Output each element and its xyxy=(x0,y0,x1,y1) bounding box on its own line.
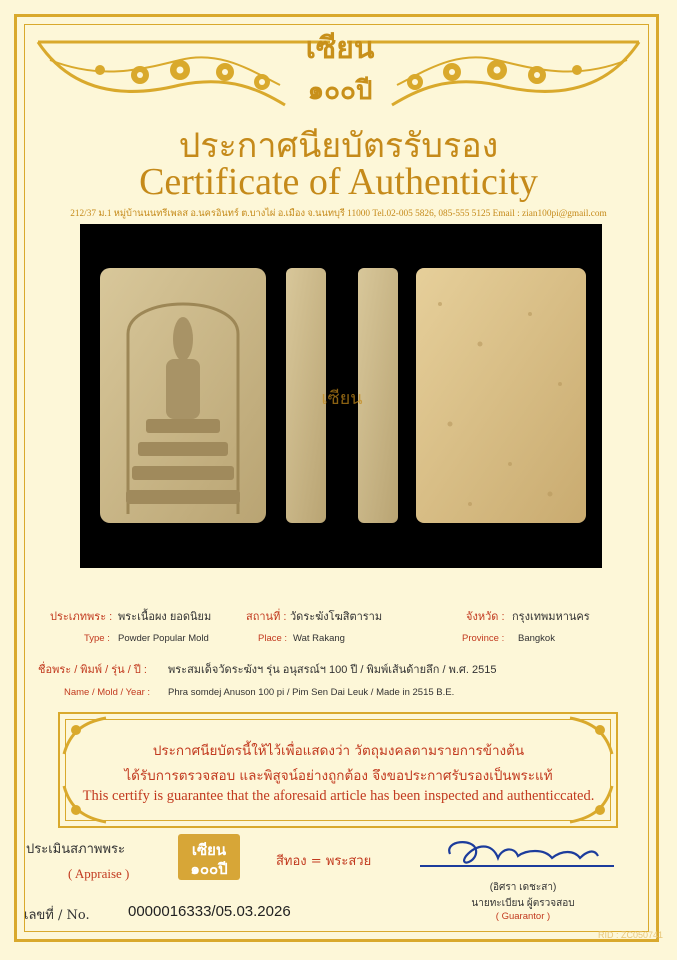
appraise-rating: สีทอง = พระสวย xyxy=(276,854,372,869)
type-label-th: ประเภทพระ : xyxy=(50,611,113,623)
name-label-en: Name / Mold / Year : xyxy=(64,687,151,698)
place-value-th: วัดระฆังโฆสิตาราม xyxy=(290,611,383,623)
amulet-side-right xyxy=(358,268,398,523)
number-label: เลขที่ / No. xyxy=(24,908,90,923)
province-value-en: Bangkok xyxy=(518,633,555,644)
badge-line2: ๑๐๐ปี xyxy=(190,860,228,878)
logo-line1: เซียน xyxy=(305,31,375,66)
type-value-th: พระเนื้อผง ยอดนิยม xyxy=(118,611,212,623)
place-label-th: สถานที่ : xyxy=(246,611,287,623)
amulet-photo-illustration xyxy=(80,224,602,568)
badge-line1: เซียน xyxy=(191,841,227,859)
type-value-en: Powder Popular Mold xyxy=(118,633,209,644)
amulet-photo xyxy=(80,224,602,568)
address-line: 212/37 ม.1 หมู่บ้านนนทรีเพลส อ.นครอินทร์ ต.บางไผ่ อ.เมือง จ.นนทบุรี 11000 Tel.02-005 5826, 085-555 5125 Email : zian100pi@gmail.com xyxy=(70,209,607,219)
province-value-th: กรุงเทพมหานคร xyxy=(512,611,590,623)
guarantor-name: (อิศรา เดชะสา) xyxy=(489,882,557,893)
number-value: 0000016333/05.03.2026 xyxy=(128,903,291,920)
record-id: RID : ZC050741 xyxy=(597,930,663,940)
guarantor-label: ( Guarantor ) xyxy=(495,911,551,922)
province-label-en: Province : xyxy=(462,633,505,644)
name-label-th: ชื่อพระ / พิมพ์ / รุ่น / ปี : xyxy=(38,664,147,676)
statement-line-2: ได้รับการตรวจสอบ และพิสูจน์อย่างถูกต้อง จึงขอประกาศรับรองเป็นพระแท้ xyxy=(124,768,553,784)
statement-line-1: ประกาศนียบัตรนี้ให้ไว้เพื่อแสดงว่า วัตถุมงคลตามรายการข้างต้น xyxy=(152,743,525,759)
guarantor-role: นายทะเบียน ผู้ตรวจสอบ xyxy=(471,898,575,909)
name-value-th: พระสมเด็จวัดระฆังฯ รุ่น อนุสรณ์ฯ 100 ปี / พิมพ์เส้นด้ายลึก / พ.ศ. 2515 xyxy=(168,664,497,676)
amulet-side-left xyxy=(286,268,326,523)
appraise-label-en: ( Appraise ) xyxy=(68,866,130,881)
logo-line2: ๑๐๐ปี xyxy=(307,76,373,106)
title-thai: ประกาศนียบัตรรับรอง xyxy=(178,126,499,166)
province-label-th: จังหวัด : xyxy=(466,611,505,623)
title-english: Certificate of Authenticity xyxy=(139,161,538,203)
type-label-en: Type : xyxy=(84,633,110,644)
place-label-en: Place : xyxy=(258,633,288,644)
name-value-en: Phra somdej Anuson 100 pi / Pim Sen Dai Leuk / Made in 2515 B.E. xyxy=(168,687,455,698)
statement-line-3: This certify is guarantee that the aforesaid article has been inspected and authenticcated. xyxy=(82,788,595,804)
place-value-en: Wat Rakang xyxy=(293,633,345,644)
photo-watermark: เซียน xyxy=(321,388,363,409)
guarantor-signature xyxy=(414,836,622,876)
amulet-back xyxy=(416,268,586,523)
appraise-label-th: ประเมินสภาพพระ xyxy=(26,842,126,857)
